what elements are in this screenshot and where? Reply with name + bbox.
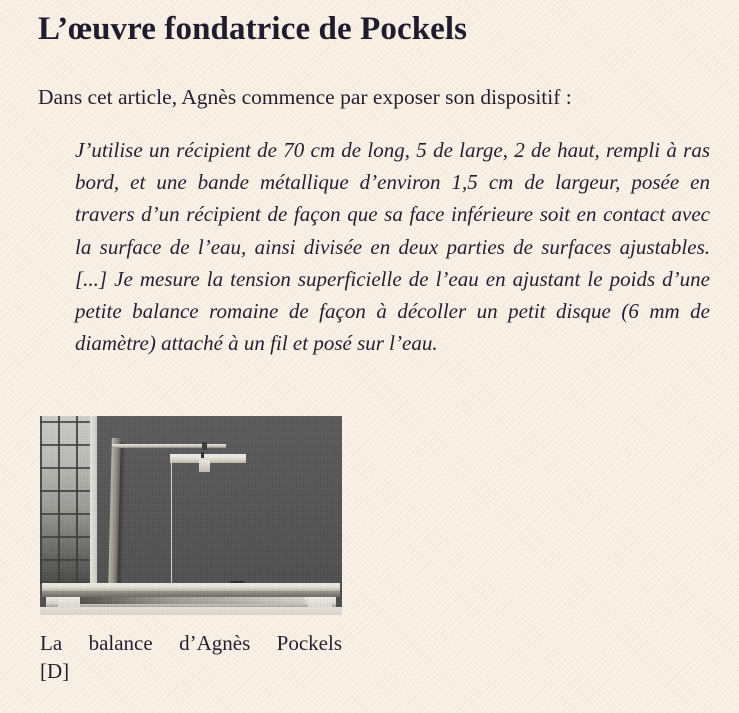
photograph-pockels-balance — [40, 416, 342, 615]
page-title: L’œuvre fondatrice de Pockels — [38, 11, 468, 47]
figure-pockels-balance — [40, 416, 342, 685]
pockels-quote-block — [75, 134, 710, 359]
quote-text: J’utilise un récipient de 70 cm de long, 5 de large, 2 de haut, rempli à ras bord, et une bande métallique d’environ 1,5 cm de largeur, posée en travers d’un récipient de façon que sa face inférieure soit en contact avec la surface de l’eau, ainsi divisée en deux parties de surfaces ajustables. [...] Je mesure la tension superficielle de l’eau en ajustant le poids d’une petite balance romaine de façon à décoller un petit disque (6 mm de diamètre) attaché à un fil et posé sur l’eau. — [75, 138, 710, 356]
photo-film-grain — [40, 416, 342, 615]
figure-caption-line-1: La balance d’Agnès Pockels — [40, 631, 342, 655]
figure-caption — [40, 615, 342, 685]
intro-paragraph: Dans cet article, Agnès commence par exposer son dispositif : — [38, 85, 572, 109]
figure-caption-reference: [D] — [40, 659, 70, 683]
